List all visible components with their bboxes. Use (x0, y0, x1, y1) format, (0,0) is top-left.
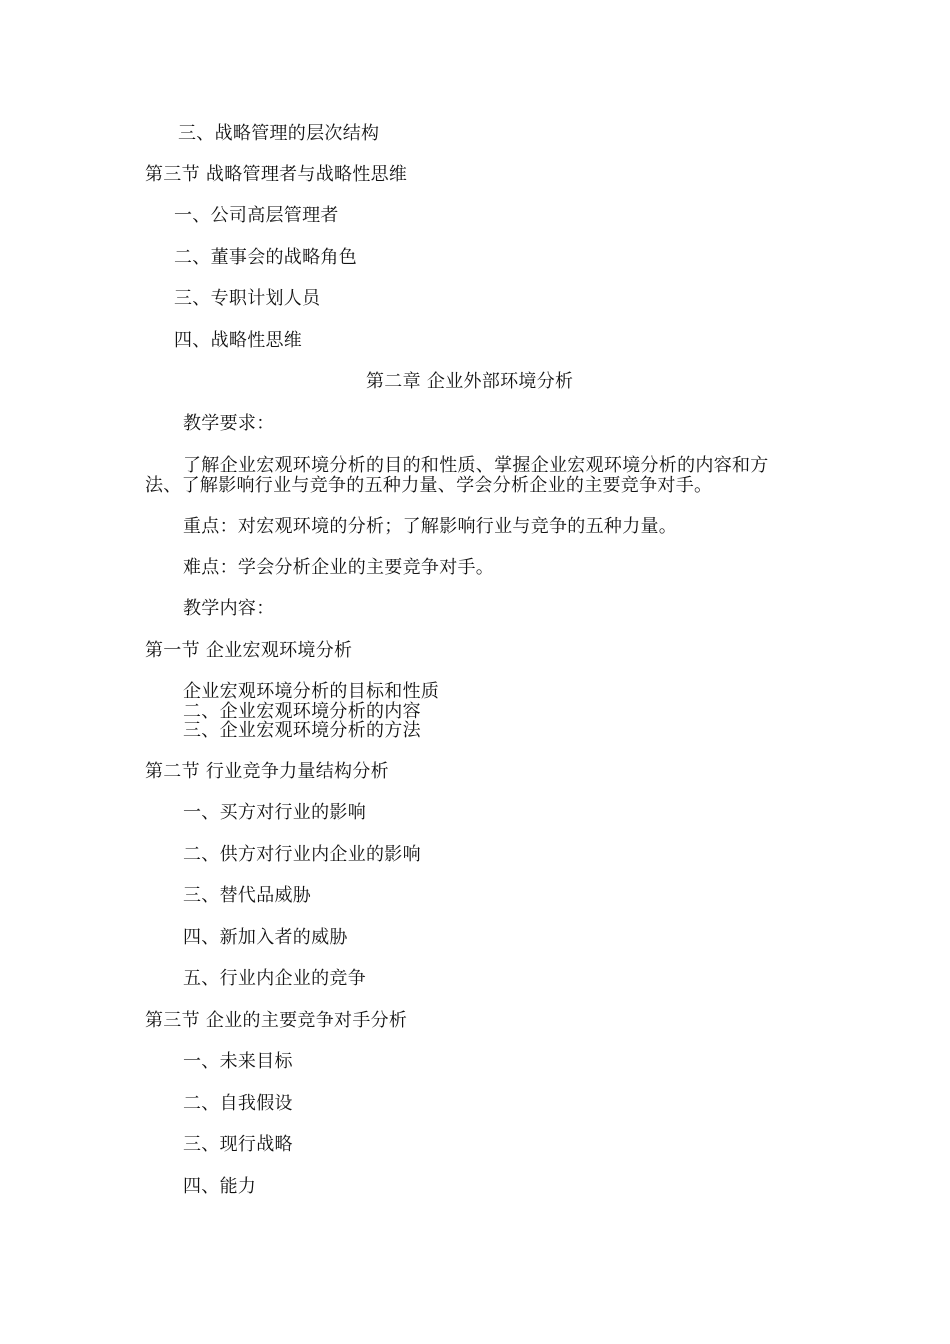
section-3-item: 二、自我假设 (183, 1093, 293, 1114)
section-2-item: 四、新加入者的威胁 (183, 927, 348, 948)
section-3-item: 三、现行战略 (183, 1134, 293, 1155)
section-2-item: 二、供方对行业内企业的影响 (183, 844, 421, 865)
section-3-item: 四、能力 (183, 1176, 257, 1197)
ch1-section-3-title: 第三节 战略管理者与战略性思维 (145, 164, 408, 185)
content-label: 教学内容： (183, 598, 275, 619)
section-1-item: 三、企业宏观环境分析的方法 (183, 720, 421, 741)
section-1-title: 第一节 企业宏观环境分析 (145, 640, 353, 661)
section-2-item: 一、买方对行业的影响 (183, 802, 366, 823)
section-2-item: 三、替代品威胁 (183, 885, 312, 906)
section-3-title: 第三节 企业的主要竞争对手分析 (145, 1010, 408, 1031)
ch1-section-3-item: 四、战略性思维 (174, 330, 303, 351)
chapter-2-title: 第二章 企业外部环境分析 (366, 371, 574, 392)
section-3-item: 一、未来目标 (183, 1051, 293, 1072)
ch1-section-3-item: 三、专职计划人员 (174, 288, 321, 309)
difficulties: 难点：学会分析企业的主要竞争对手。 (183, 557, 495, 578)
section-1-item: 二、企业宏观环境分析的内容 (183, 701, 421, 722)
requirements-text: 了解企业宏观环境分析的目的和性质、掌握企业宏观环境分析的内容和方法、了解影响行业与竞争的五种力量、学会分析企业的主要竞争对手。 (145, 455, 769, 496)
ch1-section-3-item: 二、董事会的战略角色 (174, 247, 357, 268)
key-points: 重点：对宏观环境的分析；了解影响行业与竞争的五种力量。 (183, 516, 678, 537)
ch1-section-3-item: 一、公司高层管理者 (174, 205, 339, 226)
requirements-label: 教学要求： (183, 413, 275, 434)
section-2-title: 第二节 行业竞争力量结构分析 (145, 761, 389, 782)
section-2-item: 五、行业内企业的竞争 (183, 968, 366, 989)
ch1-item-3: 三、战略管理的层次结构 (178, 123, 380, 144)
section-1-item: 企业宏观环境分析的目标和性质 (183, 681, 440, 702)
